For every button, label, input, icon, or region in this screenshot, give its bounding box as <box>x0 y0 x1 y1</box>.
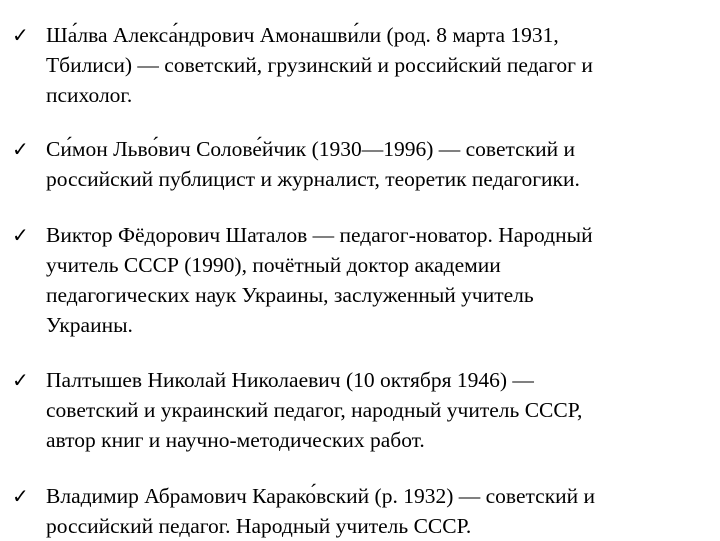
checkmark-icon: ✓ <box>12 368 29 392</box>
list-item-text <box>46 20 702 110</box>
text-line: российский публицист и журналист, теоретик педагогики. <box>46 167 580 191</box>
list-item-text <box>46 365 702 455</box>
text-line: Си́мон Льво́вич Солове́йчик (1930—1996) — советский и <box>46 137 576 161</box>
text-line: Палтышев Николай Николаевич (10 октября 1946) — <box>46 368 534 392</box>
list-item-text <box>46 220 702 340</box>
text-line: Владимир Абрамович Карако́вский (р. 1932) — советский и <box>46 484 596 508</box>
checkmark-icon: ✓ <box>12 137 29 161</box>
text-line: учитель СССР (1990), почётный доктор академии <box>46 253 501 277</box>
text-line: педагогических наук Украины, заслуженный учитель <box>46 283 534 307</box>
list-item-amonashvili <box>12 20 702 110</box>
checkmark-icon: ✓ <box>12 484 29 508</box>
list-item-soloveichik <box>12 134 702 194</box>
list-item-text <box>46 481 702 541</box>
text-line: советский и украинский педагог, народный учитель СССР, <box>46 398 583 422</box>
text-line: автор книг и научно-методических работ. <box>46 428 425 452</box>
list-item-shatalov <box>12 220 702 340</box>
checkmark-icon: ✓ <box>12 223 29 247</box>
text-line: Украины. <box>46 313 133 337</box>
text-line: Ша́лва Алекса́ндрович Амонашви́ли (род. 8 марта 1931, <box>46 23 559 47</box>
list-item-text <box>46 134 702 194</box>
text-line: психолог. <box>46 83 133 107</box>
text-line: Виктор Фёдорович Шаталов — педагог-новатор. Народный <box>46 223 593 247</box>
checkmark-icon: ✓ <box>12 23 29 47</box>
text-line: российский педагог. Народный учитель СССР. <box>46 514 472 538</box>
text-line: Тбилиси) — советский, грузинский и российский педагог и <box>46 53 593 77</box>
list-item-paltyshev <box>12 365 702 455</box>
list-item-karakovsky <box>12 481 702 541</box>
